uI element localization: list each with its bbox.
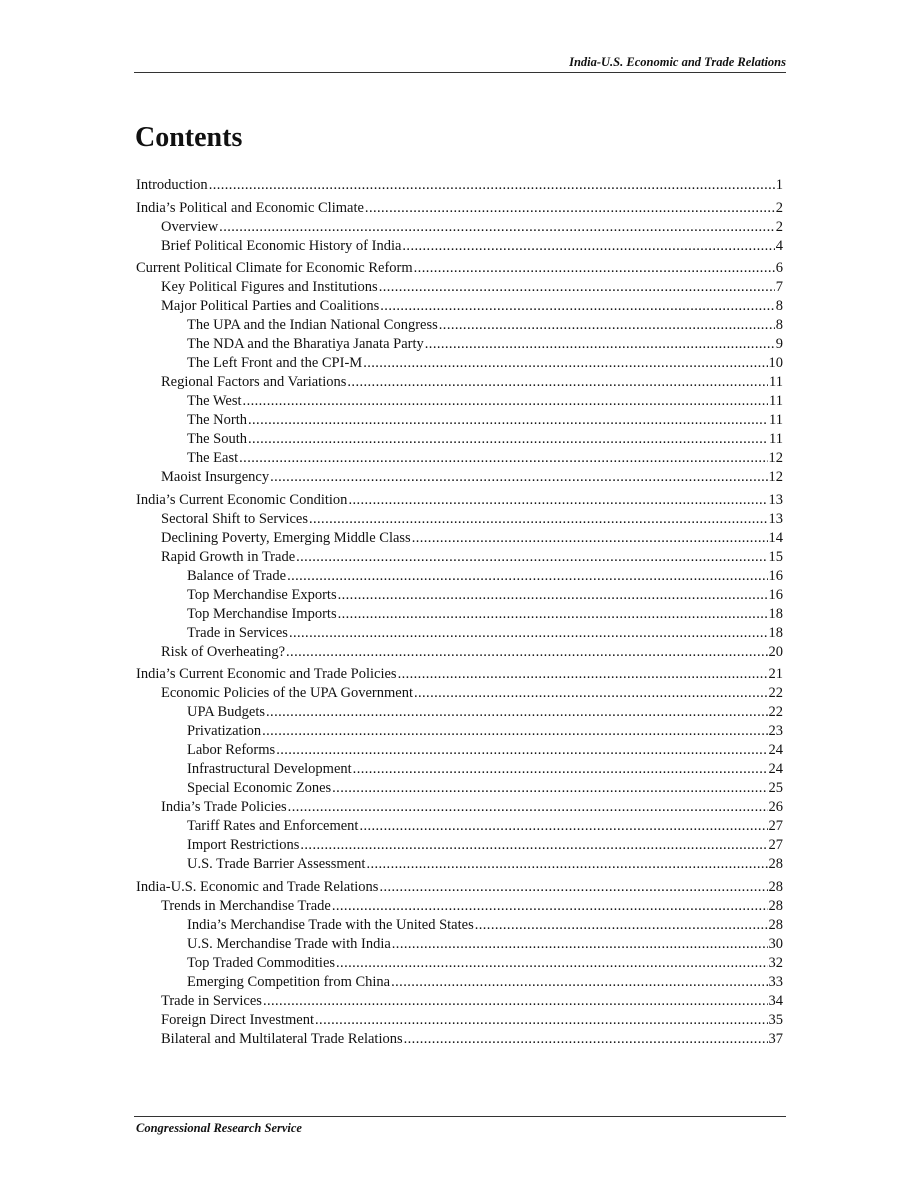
toc-entry-page: 35	[768, 1011, 783, 1028]
toc-entry-page: 18	[768, 624, 783, 641]
toc-entry[interactable]	[136, 491, 783, 510]
toc-leader-dots	[239, 449, 767, 468]
toc-entry-title: Labor Reforms	[187, 742, 276, 758]
toc-leader-dots	[262, 722, 767, 741]
toc-entry[interactable]	[136, 529, 783, 548]
toc-leader-dots	[243, 392, 768, 411]
toc-leader-dots	[353, 760, 768, 779]
toc-leader-dots	[398, 665, 768, 684]
toc-entry-page: 8	[775, 317, 783, 333]
toc-entry[interactable]	[136, 278, 783, 297]
toc-leader-dots	[276, 741, 767, 760]
toc-entry-title: Top Traded Commodities	[187, 954, 336, 971]
toc-leader-dots	[287, 567, 767, 586]
toc-entry-title: The North	[187, 412, 247, 428]
toc-entry-title: U.S. Trade Barrier Assessment	[187, 856, 366, 872]
toc-entry[interactable]	[136, 605, 783, 624]
toc-entry-title: Brief Political Economic History of India	[161, 237, 402, 254]
toc-entry[interactable]	[136, 335, 783, 354]
toc-entry-page: 30	[768, 935, 783, 952]
toc-leader-dots	[309, 510, 768, 529]
toc-entry[interactable]	[136, 430, 783, 449]
toc-leader-dots	[391, 973, 767, 992]
toc-leader-dots	[209, 176, 775, 195]
toc-entry[interactable]	[136, 548, 783, 567]
toc-leader-dots	[366, 855, 767, 874]
toc-entry-title: India-U.S. Economic and Trade Relations	[136, 878, 379, 895]
table-of-contents	[136, 176, 783, 1049]
toc-entry-page: 21	[768, 666, 783, 682]
toc-entry-page: 15	[768, 548, 783, 565]
toc-entry-page: 7	[775, 279, 783, 295]
toc-leader-dots	[263, 992, 768, 1011]
toc-entry[interactable]	[136, 935, 783, 954]
toc-leader-dots	[300, 836, 767, 855]
toc-leader-dots	[414, 259, 775, 278]
toc-leader-dots	[347, 373, 768, 392]
toc-entry[interactable]	[136, 760, 783, 779]
toc-entry-page: 11	[769, 374, 783, 390]
toc-leader-dots	[439, 316, 775, 335]
toc-entry[interactable]	[136, 316, 783, 335]
toc-entry[interactable]	[136, 897, 783, 916]
toc-entry-page: 4	[775, 237, 783, 254]
toc-entry-page: 16	[768, 567, 783, 584]
toc-entry-title: Rapid Growth in Trade	[161, 548, 296, 565]
toc-entry-title: Foreign Direct Investment	[161, 1011, 315, 1028]
toc-entry[interactable]	[136, 741, 783, 760]
header-rule	[134, 72, 786, 73]
toc-entry[interactable]	[136, 878, 783, 897]
toc-entry-title: Top Merchandise Imports	[187, 605, 337, 622]
footer-rule	[134, 1116, 786, 1117]
toc-leader-dots	[336, 954, 767, 973]
toc-entry-page: 12	[768, 469, 783, 485]
toc-entry[interactable]	[136, 973, 783, 992]
toc-entry-page: 28	[768, 856, 783, 872]
toc-leader-dots	[338, 586, 768, 605]
toc-entry-page: 13	[768, 510, 783, 527]
toc-entry-page: 8	[775, 298, 783, 314]
toc-entry-page: 6	[775, 260, 783, 276]
toc-leader-dots	[402, 237, 774, 256]
toc-entry-title: The Left Front and the CPI-M	[187, 355, 363, 371]
toc-entry-title: Economic Policies of the UPA Government	[161, 685, 413, 701]
toc-entry-title: Trade in Services	[161, 992, 262, 1009]
toc-entry-page: 22	[768, 685, 783, 701]
toc-entry-title: Regional Factors and Variations	[161, 374, 347, 390]
toc-entry-title: Overview	[161, 218, 219, 235]
toc-leader-dots	[379, 278, 775, 297]
toc-entry-title: Import Restrictions	[187, 837, 300, 853]
toc-entry[interactable]	[136, 218, 783, 237]
toc-entry-page: 27	[768, 818, 783, 834]
toc-entry-title: Privatization	[187, 723, 262, 739]
toc-entry-title: The South	[187, 431, 248, 447]
toc-entry-page: 37	[768, 1030, 783, 1047]
toc-entry[interactable]	[136, 411, 783, 430]
toc-leader-dots	[266, 703, 767, 722]
toc-entry[interactable]	[136, 1011, 783, 1030]
running-header: India-U.S. Economic and Trade Relations	[569, 55, 786, 69]
toc-entry-page: 24	[768, 761, 783, 777]
toc-entry-page: 25	[768, 780, 783, 796]
toc-entry[interactable]	[136, 297, 783, 316]
toc-leader-dots	[365, 199, 775, 218]
toc-entry-title: Infrastructural Development	[187, 761, 352, 777]
toc-entry-page: 27	[768, 837, 783, 853]
toc-entry[interactable]	[136, 916, 783, 935]
toc-entry-title: U.S. Merchandise Trade with India	[187, 935, 391, 952]
toc-entry[interactable]	[136, 373, 783, 392]
toc-entry-page: 22	[768, 704, 783, 720]
toc-entry-page: 2	[775, 218, 783, 235]
toc-entry-title: Bilateral and Multilateral Trade Relations	[161, 1030, 403, 1047]
toc-entry[interactable]	[136, 237, 783, 256]
toc-entry-title: Risk of Overheating?	[161, 643, 286, 660]
toc-entry-title: Emerging Competition from China	[187, 973, 391, 990]
toc-leader-dots	[379, 878, 767, 897]
toc-entry-page: 20	[768, 643, 783, 660]
toc-leader-dots	[425, 335, 775, 354]
toc-leader-dots	[392, 935, 768, 954]
toc-entry-title: Major Political Parties and Coalitions	[161, 298, 380, 314]
toc-leader-dots	[475, 916, 768, 935]
toc-entry-page: 11	[769, 393, 783, 409]
toc-entry-page: 9	[775, 336, 783, 352]
toc-leader-dots	[363, 354, 767, 373]
toc-entry[interactable]	[136, 665, 783, 684]
toc-leader-dots	[404, 1030, 768, 1049]
toc-entry-title: India’s Trade Policies	[161, 799, 287, 815]
toc-entry-title: The West	[187, 393, 242, 409]
toc-entry-title: Balance of Trade	[187, 567, 287, 584]
toc-entry[interactable]	[136, 954, 783, 973]
toc-leader-dots	[414, 684, 768, 703]
toc-entry-title: Top Merchandise Exports	[187, 586, 337, 603]
toc-entry[interactable]	[136, 468, 783, 487]
toc-entry[interactable]	[136, 798, 783, 817]
toc-entry-page: 33	[768, 973, 783, 990]
toc-entry-page: 2	[775, 199, 783, 216]
toc-leader-dots	[289, 624, 768, 643]
toc-entry-title: Declining Poverty, Emerging Middle Class	[161, 529, 411, 546]
toc-entry[interactable]	[136, 510, 783, 529]
toc-leader-dots	[359, 817, 767, 836]
toc-entry[interactable]	[136, 817, 783, 836]
toc-leader-dots	[348, 491, 767, 510]
toc-entry-title: Trade in Services	[187, 624, 288, 641]
toc-leader-dots	[270, 468, 767, 487]
toc-leader-dots	[332, 779, 767, 798]
toc-entry-page: 11	[769, 412, 783, 428]
toc-entry-title: The East	[187, 450, 239, 466]
toc-entry[interactable]	[136, 259, 783, 278]
toc-entry[interactable]	[136, 855, 783, 874]
toc-entry-page: 13	[768, 491, 783, 508]
toc-entry[interactable]	[136, 354, 783, 373]
toc-entry-page: 26	[768, 799, 783, 815]
toc-leader-dots	[248, 411, 768, 430]
toc-entry-title: Special Economic Zones	[187, 780, 332, 796]
toc-entry[interactable]	[136, 1030, 783, 1049]
toc-entry[interactable]	[136, 722, 783, 741]
toc-leader-dots	[248, 430, 768, 449]
toc-entry-title: India’s Merchandise Trade with the United States	[187, 916, 474, 933]
toc-entry-title: Maoist Insurgency	[161, 469, 270, 485]
toc-entry-page: 24	[768, 742, 783, 758]
toc-entry-title: Tariff Rates and Enforcement	[187, 818, 359, 834]
toc-entry[interactable]	[136, 586, 783, 605]
toc-leader-dots	[338, 605, 768, 624]
toc-entry-title: The UPA and the Indian National Congress	[187, 317, 438, 333]
toc-entry-title: India’s Current Economic Condition	[136, 491, 348, 508]
toc-leader-dots	[219, 218, 775, 237]
toc-leader-dots	[296, 548, 767, 567]
toc-entry[interactable]	[136, 643, 783, 662]
toc-entry-title: Sectoral Shift to Services	[161, 510, 308, 527]
toc-entry[interactable]	[136, 449, 783, 468]
toc-entry-page: 12	[768, 450, 783, 466]
toc-leader-dots	[412, 529, 768, 548]
toc-entry-page: 11	[769, 431, 783, 447]
toc-entry-title: Key Political Figures and Institutions	[161, 279, 378, 295]
toc-leader-dots	[332, 897, 768, 916]
toc-entry[interactable]	[136, 392, 783, 411]
toc-entry-page: 14	[768, 529, 783, 546]
toc-entry-title: Current Political Climate for Economic Reform	[136, 260, 413, 276]
toc-entry[interactable]	[136, 779, 783, 798]
toc-entry[interactable]	[136, 176, 783, 195]
toc-entry-title: The NDA and the Bharatiya Janata Party	[187, 336, 424, 352]
toc-entry-page: 28	[768, 897, 783, 914]
toc-entry-page: 23	[768, 723, 783, 739]
toc-entry-page: 1	[775, 177, 783, 193]
toc-entry-page: 18	[768, 605, 783, 622]
toc-entry-title: UPA Budgets	[187, 704, 266, 720]
toc-entry[interactable]	[136, 836, 783, 855]
page-title: Contents	[135, 122, 243, 153]
toc-leader-dots	[286, 643, 767, 662]
toc-entry-page: 34	[768, 992, 783, 1009]
toc-entry-title: India’s Political and Economic Climate	[136, 199, 364, 216]
toc-entry-page: 32	[768, 954, 783, 971]
toc-leader-dots	[315, 1011, 767, 1030]
page-footer: Congressional Research Service	[136, 1121, 302, 1135]
toc-entry-title: Trends in Merchandise Trade	[161, 897, 331, 914]
toc-entry-title: India’s Current Economic and Trade Policies	[136, 666, 397, 682]
toc-entry[interactable]	[136, 703, 783, 722]
toc-entry[interactable]	[136, 567, 783, 586]
toc-entry[interactable]	[136, 624, 783, 643]
toc-entry-title: Introduction	[136, 177, 208, 193]
toc-entry[interactable]	[136, 992, 783, 1011]
toc-entry[interactable]	[136, 684, 783, 703]
toc-leader-dots	[380, 297, 774, 316]
toc-entry[interactable]	[136, 199, 783, 218]
toc-entry-page: 10	[768, 355, 783, 371]
toc-entry-page: 28	[768, 916, 783, 933]
toc-entry-page: 16	[768, 586, 783, 603]
toc-leader-dots	[288, 798, 768, 817]
toc-entry-page: 28	[768, 878, 783, 895]
